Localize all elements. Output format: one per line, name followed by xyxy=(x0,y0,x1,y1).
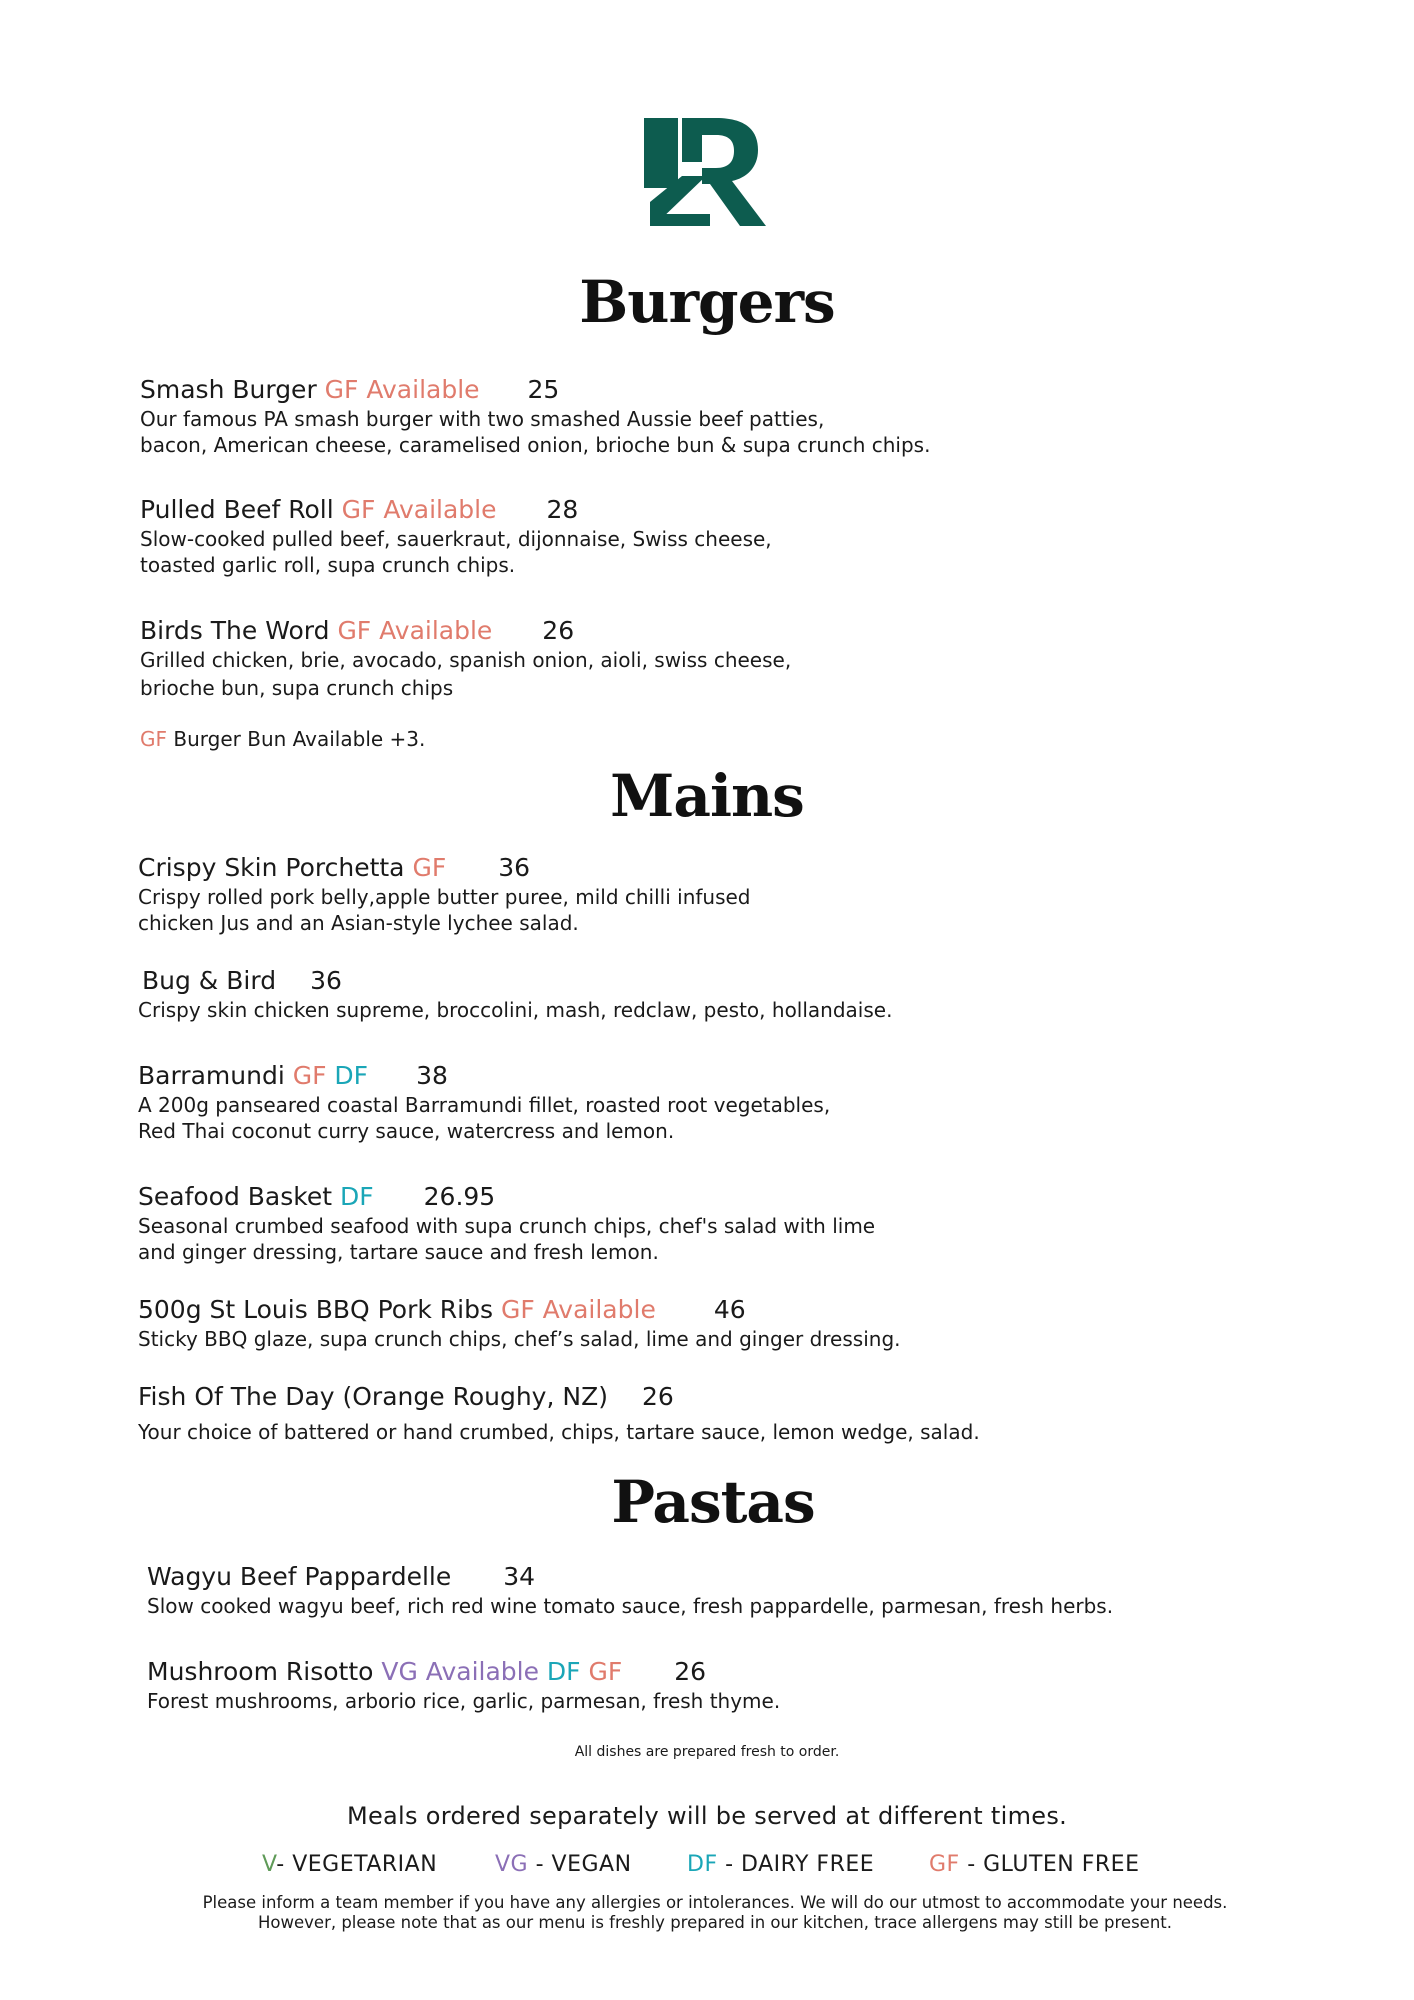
section-title-burgers: Burgers xyxy=(579,268,835,336)
item-desc-line: Grilled chicken, brie, avocado, spanish onion, aioli, swiss cheese, xyxy=(140,648,792,672)
item-name: Pulled Beef Roll xyxy=(140,495,342,524)
item-desc-line: Slow-cooked pulled beef, sauerkraut, dijonnaise, Swiss cheese, xyxy=(140,527,772,551)
item-desc-line: brioche bun, supa crunch chips xyxy=(140,676,454,700)
df-tag: DF xyxy=(340,1182,374,1211)
gf-tag: GF xyxy=(412,853,447,882)
legend-label: - DAIRY FREE xyxy=(717,1852,875,1877)
legend-vegetarian xyxy=(262,1852,437,1877)
gf-tag: GF Available xyxy=(500,1295,656,1324)
gf-tag: GF Available xyxy=(341,495,497,524)
gf-tag: GF xyxy=(580,1657,623,1686)
item-price: 26 xyxy=(641,1382,674,1411)
item-price: 26 xyxy=(674,1657,707,1686)
vg-tag: VG Available xyxy=(381,1657,539,1686)
item-name: Crispy Skin Porchetta xyxy=(138,853,413,882)
legend-code: GF xyxy=(929,1852,960,1877)
item-price: 38 xyxy=(416,1061,448,1090)
section-title-mains: Mains xyxy=(610,762,804,830)
gf-tag: GF Available xyxy=(324,375,480,404)
legend-vegan xyxy=(495,1852,632,1877)
item-name: Fish Of The Day (Orange Roughy, NZ) xyxy=(138,1382,608,1411)
item-desc-line: and ginger dressing, tartare sauce and fresh lemon. xyxy=(138,1240,659,1264)
item-desc-line: A 200g panseared coastal Barramundi fillet, roasted root vegetables, xyxy=(138,1093,831,1117)
legend-code: VG xyxy=(495,1852,529,1877)
item-desc-line: chicken Jus and an Asian-style lychee salad. xyxy=(138,911,579,935)
item-price: 36 xyxy=(498,853,531,882)
menu-item-birds-the-word xyxy=(140,615,791,703)
item-name: Bug & Bird xyxy=(142,966,277,995)
item-name: Birds The Word xyxy=(140,616,338,645)
menu-item-mushroom-risotto xyxy=(147,1656,780,1714)
item-desc-line: Seasonal crumbed seafood with supa crunch chips, chef's salad with lime xyxy=(138,1214,876,1238)
gf-bun-note xyxy=(140,727,425,751)
fresh-to-order-note: All dishes are prepared fresh to order. xyxy=(574,1744,840,1760)
gf-tag: GF xyxy=(140,727,168,751)
item-desc-line: Forest mushrooms, arborio rice, garlic, parmesan, fresh thyme. xyxy=(147,1689,781,1713)
item-name: Smash Burger xyxy=(140,375,325,404)
allergy-notice: Please inform a team member if you have any allergies or intolerances. We will do our utmost to accommodate your needs. However, please note that as our menu is freshly prepared in our kitchen, trace allergens may still be present. xyxy=(202,1893,1228,1932)
item-desc-line: Crispy skin chicken supreme, broccolini, mash, redclaw, pesto, hollandaise. xyxy=(138,998,893,1022)
item-price: 25 xyxy=(527,375,560,404)
logo-the-text: THE xyxy=(616,60,641,113)
note-text: Burger Bun Available +3. xyxy=(167,727,426,751)
df-tag: DF xyxy=(538,1657,581,1686)
separate-meals-note: Meals ordered separately will be served at different times. xyxy=(346,1802,1068,1830)
menu-item-crispy-skin-porchetta xyxy=(138,852,751,936)
menu-item-bug-and-bird xyxy=(138,965,892,1023)
item-name: Seafood Basket xyxy=(138,1182,340,1211)
legend-gluten-free xyxy=(929,1852,1139,1877)
legend-code: DF xyxy=(687,1852,718,1877)
gf-tag: GF xyxy=(292,1061,327,1090)
item-name: Barramundi xyxy=(138,1061,293,1090)
menu-item-st-louis-bbq-pork-ribs xyxy=(138,1294,901,1352)
item-desc-line: toasted garlic roll, supa crunch chips. xyxy=(140,553,516,577)
item-desc-line: bacon, American cheese, caramelised onion, brioche bun & supa crunch chips. xyxy=(140,433,931,457)
item-price: 34 xyxy=(503,1562,536,1591)
item-name: 500g St Louis BBQ Pork Ribs xyxy=(138,1295,501,1324)
menu-item-smash-burger xyxy=(140,374,930,458)
gf-tag: GF Available xyxy=(337,616,493,645)
menu-item-seafood-basket xyxy=(138,1181,875,1265)
item-price: 46 xyxy=(713,1295,746,1324)
item-desc-line: Our famous PA smash burger with two smashed Aussie beef patties, xyxy=(140,407,825,431)
legend-dairy-free xyxy=(687,1852,874,1877)
item-desc-line: Your choice of battered or hand crumbed, chips, tartare sauce, lemon wedge, salad. xyxy=(138,1420,980,1444)
menu-item-fish-of-the-day xyxy=(138,1381,980,1445)
item-desc-line: Red Thai coconut curry sauce, watercress and lemon. xyxy=(138,1119,675,1143)
legend-label: - VEGETARIAN xyxy=(276,1852,438,1877)
item-price: 26 xyxy=(542,616,575,645)
legend-label: - VEGAN xyxy=(528,1852,632,1877)
the-r-logo xyxy=(616,60,768,226)
menu-item-pulled-beef-roll xyxy=(140,494,772,578)
item-desc-line: Slow cooked wagyu beef, rich red wine tomato sauce, fresh pappardelle, parmesan, fresh herbs. xyxy=(147,1594,1114,1618)
menu-item-wagyu-beef-pappardelle xyxy=(147,1561,1113,1619)
item-name: Wagyu Beef Pappardelle xyxy=(147,1562,452,1591)
section-title-pastas: Pastas xyxy=(611,1468,815,1536)
df-tag: DF xyxy=(326,1061,369,1090)
item-price: 28 xyxy=(546,495,579,524)
item-price: 36 xyxy=(310,966,342,995)
item-desc-line: Sticky BBQ glaze, supa crunch chips, chef’s salad, lime and ginger dressing. xyxy=(138,1327,901,1351)
item-price: 26.95 xyxy=(423,1182,496,1211)
legend-label: - GLUTEN FREE xyxy=(959,1852,1140,1877)
item-name: Mushroom Risotto xyxy=(147,1657,382,1686)
legend-code: V xyxy=(262,1852,277,1877)
item-desc-line: Crispy rolled pork belly,apple butter puree, mild chilli infused xyxy=(138,885,751,909)
menu-item-barramundi xyxy=(138,1060,830,1144)
